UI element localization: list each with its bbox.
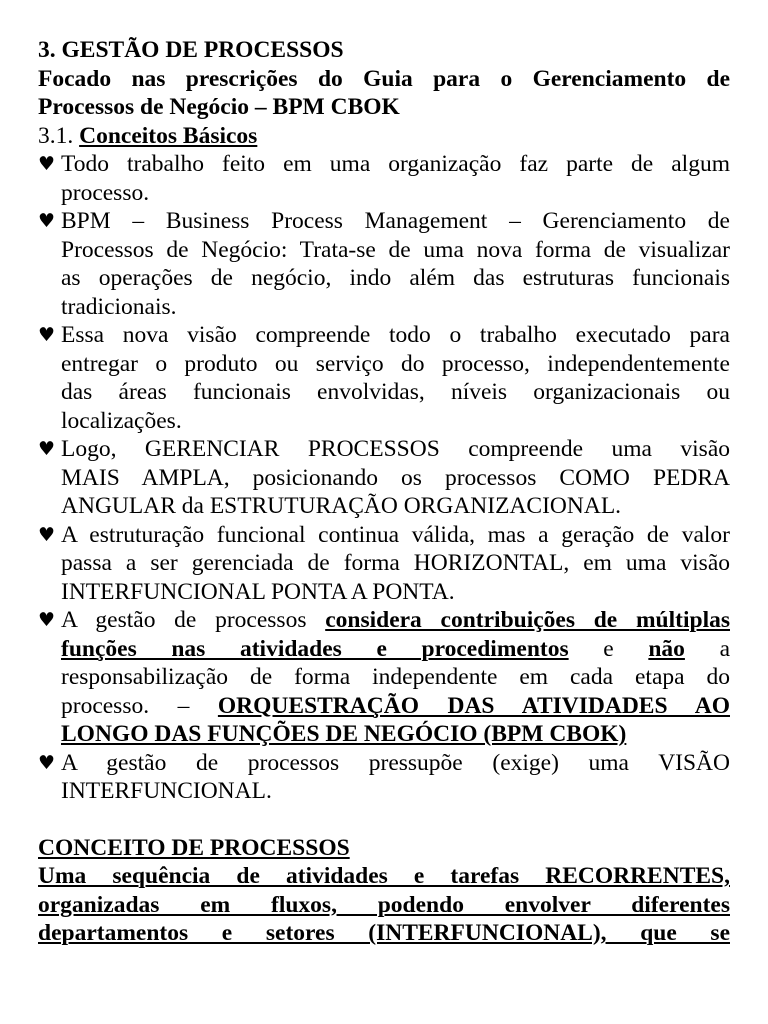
bullet-5-line-1: A estruturação funcional continua válida, mas a geração de valor [61,521,730,548]
bullet-6-line-1 [61,606,730,635]
bullet-6-text: e [568,635,649,662]
bullet-1-line-1: Todo trabalho feito em uma organização faz parte de algum [61,151,730,177]
bullet-6-line-2 [61,635,730,664]
bullet-6-line-5: LONGO DAS FUNÇÕES DE NEGÓCIO (BPM CBOK) [61,721,627,747]
bullet-item-1 [38,150,730,207]
bullet-6-emphasis: funções nas atividades e procedimentos [61,635,569,662]
bullet-2-line-1: BPM – Business Process Management – Gerenciamento de [61,208,730,234]
bullet-6-line-4 [61,692,730,721]
section-title: Conceitos Básicos [79,122,258,149]
heart-bullet-icon: ♥ [38,751,56,774]
bullet-item-2 [38,207,730,321]
page-heading: 3. GESTÃO DE PROCESSOS [38,37,344,63]
subtitle-line-2: Processos de Negócio – BPM CBOK [38,94,400,120]
bullet-7-line-2: INTERFUNCIONAL. [61,778,272,804]
bullet-2-line-4: tradicionais. [61,293,177,320]
concept-heading: CONCEITO DE PROCESSOS [38,834,350,861]
heart-bullet-icon: ♥ [38,210,56,232]
bullet-3-line-4: localizações. [61,407,182,434]
heart-bullet-icon: ♥ [38,523,56,546]
paragraph-gap [38,806,730,834]
heart-bullet-icon: ♥ [38,609,56,631]
bullet-item-4 [38,435,730,521]
section-number: 3.1. [38,122,80,149]
heart-bullet-icon: ♥ [38,324,56,346]
heart-bullet-icon: ♥ [38,153,56,175]
bullet-5-line-3: INTERFUNCIONAL PONTA A PONTA. [61,578,455,605]
bullet-4-line-1: Logo, GERENCIAR PROCESSOS compreende uma visão [61,436,730,462]
bullet-3-line-2: entregar o produto ou serviço do processo, independentemente [61,350,730,377]
bullet-item-7 [38,749,730,806]
section-heading [38,122,730,151]
bullet-2-line-2: Processos de Negócio: Trata-se de uma nova forma de visualizar [61,236,730,263]
bullet-7-line-1: A gestão de processos pressupõe (exige) uma VISÃO [61,749,730,776]
bullet-6-line-3: responsabilização de forma independente em cada etapa do [61,664,730,690]
bullet-6-emphasis: considera contribuições de múltiplas [325,607,730,633]
bullet-6-text: processo. – [61,692,218,719]
bullet-4-line-2: MAIS AMPLA, posicionando os processos COMO PEDRA [61,464,730,491]
bullet-item-5 [38,521,730,607]
concept-line-3: departamentos e setores (INTERFUNCIONAL), que se [38,920,730,946]
bullet-2-line-3: as operações de negócio, indo além das estruturas funcionais [61,265,730,291]
concept-line-1: Uma sequência de atividades e tarefas RECORRENTES, [38,863,730,889]
bullet-3-line-3: das áreas funcionais envolvidas, níveis organizacionais ou [61,379,730,405]
concept-line-2: organizadas em fluxos, podendo envolver diferentes [38,891,730,918]
bullet-1-line-2: processo. [61,179,150,206]
bullet-3-line-1: Essa nova visão compreende todo o trabalho executado para [61,322,730,348]
subtitle-line-1: Focado nas prescrições do Guia para o Gerenciamento de [38,65,730,92]
bullet-6-text: a [684,635,730,662]
bullet-item-3 [38,321,730,435]
bullet-6-emphasis: ORQUESTRAÇÃO DAS ATIVIDADES AO [217,692,730,719]
bullet-item-6 [38,606,730,749]
bullet-6-text: A gestão de processos [61,607,326,633]
heart-bullet-icon: ♥ [38,438,56,460]
bullet-6-emphasis: não [648,635,685,662]
bullet-4-line-3: ANGULAR da ESTRUTURAÇÃO ORGANIZACIONAL. [61,493,622,519]
bullet-5-line-2: passa a ser gerenciada de forma HORIZONTAL, em uma visão [61,550,730,576]
